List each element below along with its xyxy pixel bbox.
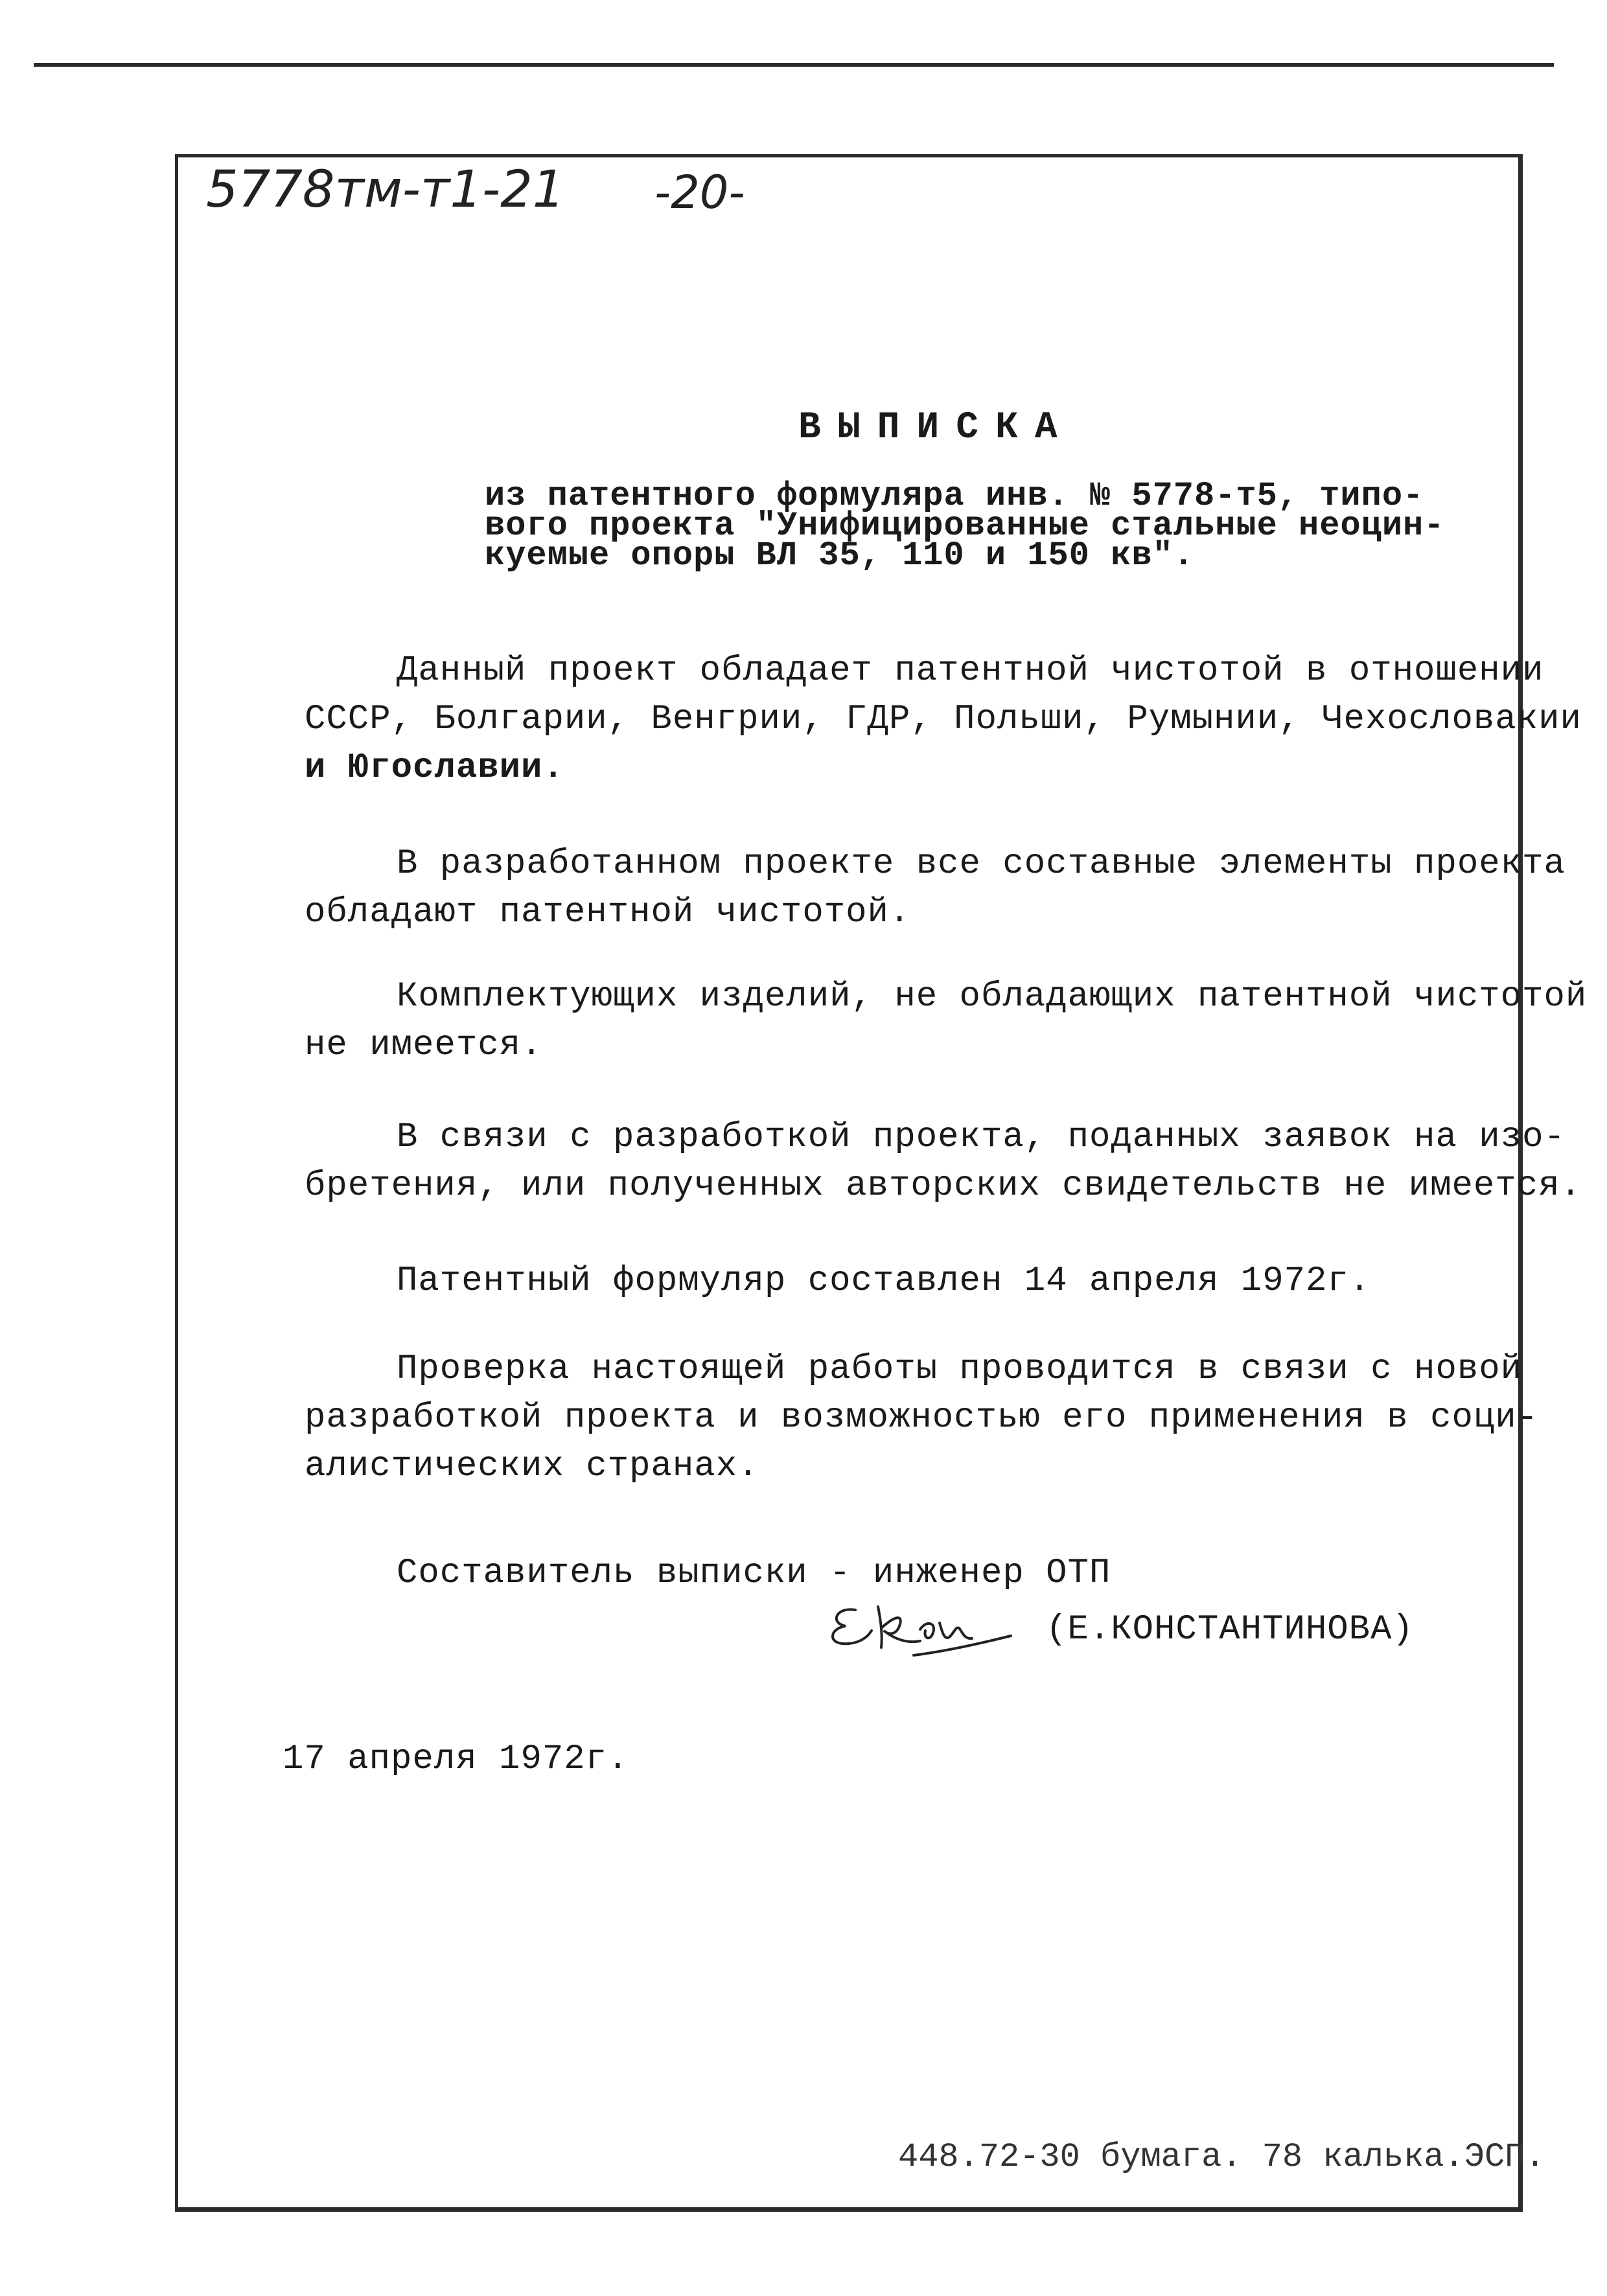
paragraph-1-line-2: СССР, Болгарии, Венгрии, ГДР, Польши, Румынии, Чехословакии — [305, 700, 1582, 739]
handwritten-reference-number: 5778тм-т1-21 — [206, 161, 565, 219]
paragraph-3-line-1: Комплектующих изделий, не обладающих патентной чистотой — [397, 977, 1588, 1016]
paragraph-1-line-3: и Югославии. — [305, 748, 564, 788]
paragraph-1-line-1: Данный проект обладает патентной чистотой в отношении — [397, 651, 1544, 691]
paragraph-2-line-2: обладают патентной чистотой. — [305, 893, 911, 932]
compiler-label: Составитель выписки - инженер ОТП — [397, 1554, 1111, 1593]
paragraph-6-line-3: алистических странах. — [305, 1447, 759, 1486]
top-rule — [34, 63, 1554, 67]
document-title: ВЫПИСКА — [798, 407, 1074, 449]
handwritten-page-number: -20- — [654, 166, 745, 219]
footer-print-note: 448.72-30 бумага. 78 калька.ЭСП. — [898, 2138, 1545, 2176]
signer-name: (Е.КОНСТАНТИНОВА) — [1046, 1610, 1414, 1649]
paragraph-4-line-2: бретения, или полученных авторских свидетельств не имеется. — [305, 1166, 1582, 1206]
subtitle-line-3: куемые опоры ВЛ 35, 110 и 150 кв". — [485, 536, 1194, 575]
paragraph-3-line-2: не имеется. — [305, 1026, 543, 1065]
paragraph-5-line-1: Патентный формуляр составлен 14 апреля 1972г. — [397, 1261, 1371, 1301]
paragraph-6-line-2: разработкой проекта и возможностью его применения в соци- — [305, 1398, 1539, 1438]
subtitle-line-2: вого проекта "Унифицированные стальные неоцин- — [485, 507, 1445, 545]
paragraph-6-line-1: Проверка настоящей работы проводится в связи с новой — [397, 1349, 1523, 1389]
signature — [816, 1590, 1030, 1675]
subtitle-line-1: из патентного формуляра инв. № 5778-т5, типо- — [485, 477, 1424, 515]
document-date: 17 апреля 1972г. — [283, 1739, 629, 1779]
paragraph-2-line-1: В разработанном проекте все составные элементы проекта — [397, 844, 1566, 884]
paragraph-4-line-1: В связи с разработкой проекта, поданных заявок на изо- — [397, 1118, 1566, 1157]
